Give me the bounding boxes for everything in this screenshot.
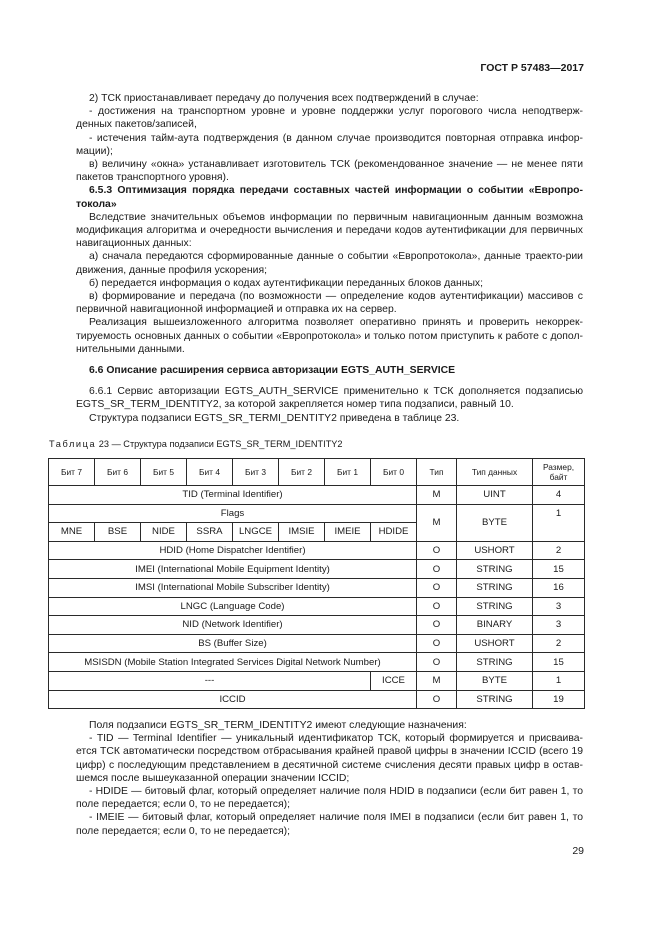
flag-bit-cell: SSRA bbox=[187, 523, 233, 542]
size-cell: 4 bbox=[533, 486, 585, 505]
table-row bbox=[49, 541, 585, 560]
header-cell: Тип данных bbox=[457, 459, 533, 486]
header-cell: Бит 6 bbox=[95, 459, 141, 486]
type-cell: O bbox=[417, 653, 457, 672]
type-cell: O bbox=[417, 560, 457, 579]
flag-bit-cell: IMSIE bbox=[279, 523, 325, 542]
table-row bbox=[49, 560, 585, 579]
paragraph: - достижения на транспортном уровне и уровне поддержки услуг порогового числа неподтверж-денных пакетов/записей, bbox=[76, 106, 583, 131]
reserved-bits-cell: --- bbox=[49, 671, 371, 690]
flag-bit-cell: MNE bbox=[49, 523, 95, 542]
paragraph: Реализация вышеизложенного алгоритма позволяет оперативно принять и проверить некоррек-тируемость основных данных о событии «Европротокола» и только потом приступить к работе с допол-нительными данными. bbox=[76, 317, 583, 355]
table-header-row bbox=[49, 459, 585, 486]
table-caption-text: 23 — Структура подзаписи EGTS_SR_TERM_IDENTITY2 bbox=[98, 439, 343, 449]
field-name-cell: IMEI (International Mobile Equipment Identity) bbox=[49, 560, 417, 579]
field-descriptions bbox=[76, 719, 583, 838]
body-text bbox=[76, 92, 583, 425]
table-row bbox=[49, 671, 585, 690]
size-cell: 15 bbox=[533, 560, 585, 579]
flags-label-cell: Flags bbox=[49, 504, 417, 523]
paragraph: б) передается информация о кодах аутентификации переданных блоков данных; bbox=[89, 277, 483, 289]
table-row bbox=[49, 690, 585, 709]
paragraph: Структура подзаписи EGTS_SR_TERMI_DENTITY2 приведена в таблице 23. bbox=[89, 412, 460, 424]
type-cell: M bbox=[417, 486, 457, 505]
paragraph: 2) ТСК приостанавливает передачу до получения всех подтверждений в случае: bbox=[89, 93, 479, 104]
table-row bbox=[49, 634, 585, 653]
table-row bbox=[49, 616, 585, 635]
table-row bbox=[49, 486, 585, 505]
paragraph: - HDIDE — битовый флаг, который определяет наличие поля HDID в подзаписи (если бит равен 1, то поле передается; если 0, то не передается); bbox=[76, 786, 583, 811]
data-type-cell: BYTE bbox=[457, 504, 533, 541]
data-type-cell: STRING bbox=[457, 653, 533, 672]
section-heading: 6.5.3 Оптимизация порядка передачи составных частей информации о событии «Европро-токола» bbox=[76, 185, 583, 210]
table-caption-prefix: Таблица bbox=[49, 439, 97, 449]
size-cell: 2 bbox=[533, 541, 585, 560]
paragraph: - TID — Terminal Identifier — уникальный идентификатор ТСК, который формируется и присваива-ется ТСК автоматически посредством отбрасывания крайней правой цифры в значении ICCID (всего 19 цифр) с последующим представлением в десятичной системе счисления десяти правых цифр в остав-шемся после вышеуказанной операции значении ICCID; bbox=[76, 733, 583, 784]
paragraph: в) величину «окна» устанавливает изготовитель ТСК (рекомендованное значение — не менее пяти пакетов транспортного уровня). bbox=[76, 159, 583, 184]
size-cell: 19 bbox=[533, 690, 585, 709]
field-name-cell: MSISDN (Mobile Station Integrated Services Digital Network Number) bbox=[49, 653, 417, 672]
size-cell: 2 bbox=[533, 634, 585, 653]
data-type-cell: STRING bbox=[457, 578, 533, 597]
field-name-cell: BS (Buffer Size) bbox=[49, 634, 417, 653]
paragraph: Вследствие значительных объемов информации по первичным навигационным данным возможна модификация алгоритма и очередности вычисления и передачи кодов аутентификации для первичных навигационных данных: bbox=[76, 211, 583, 250]
header-cell: Бит 3 bbox=[233, 459, 279, 486]
size-cell: 1 bbox=[533, 504, 585, 541]
table-caption bbox=[49, 438, 343, 451]
type-cell: O bbox=[417, 597, 457, 616]
document-id-header: ГОСТ Р 57483—2017 bbox=[480, 62, 584, 74]
type-cell: O bbox=[417, 634, 457, 653]
header-cell: Тип bbox=[417, 459, 457, 486]
type-cell: M bbox=[417, 671, 457, 690]
data-type-cell: STRING bbox=[457, 690, 533, 709]
size-cell: 15 bbox=[533, 653, 585, 672]
type-cell: O bbox=[417, 616, 457, 635]
size-cell: 3 bbox=[533, 597, 585, 616]
data-type-cell: UINT bbox=[457, 486, 533, 505]
type-cell: O bbox=[417, 541, 457, 560]
data-type-cell: USHORT bbox=[457, 634, 533, 653]
data-type-cell: STRING bbox=[457, 560, 533, 579]
page-number: 29 bbox=[572, 845, 584, 857]
data-type-cell: BINARY bbox=[457, 616, 533, 635]
flag-bit-cell: ICCE bbox=[371, 671, 417, 690]
paragraph: 6.6.1 Сервис авторизации EGTS_AUTH_SERVICE применительно к ТСК дополняется подзаписью EGTS_SR_TERM_IDENTITY2, за которой закрепляется номер типа подзаписи, равный 10. bbox=[76, 386, 583, 411]
flag-bit-cell: BSE bbox=[95, 523, 141, 542]
flag-bit-cell: NIDE bbox=[141, 523, 187, 542]
section-heading: 6.6 Описание расширения сервиса авторизации EGTS_AUTH_SERVICE bbox=[89, 365, 456, 377]
field-name-cell: LNGC (Language Code) bbox=[49, 597, 417, 616]
table-row bbox=[49, 578, 585, 597]
type-cell: O bbox=[417, 578, 457, 597]
type-cell: M bbox=[417, 504, 457, 541]
field-name-cell: TID (Terminal Identifier) bbox=[49, 486, 417, 505]
data-type-cell: STRING bbox=[457, 597, 533, 616]
structure-table bbox=[48, 458, 585, 709]
header-cell: Размер, байт bbox=[533, 459, 585, 486]
field-name-cell: ICCID bbox=[49, 690, 417, 709]
paragraph: - истечения тайм-аута подтверждения (в данном случае производится повторная отправка инфор-мации); bbox=[76, 132, 583, 157]
header-cell: Бит 7 bbox=[49, 459, 95, 486]
type-cell: O bbox=[417, 690, 457, 709]
paragraph: - IMEIE — битовый флаг, который определяет наличие поля IMEI в подзаписи (если бит равен 1, то поле передается; если 0, то не передается); bbox=[76, 812, 583, 837]
data-type-cell: BYTE bbox=[457, 671, 533, 690]
header-cell: Бит 1 bbox=[325, 459, 371, 486]
paragraph: а) сначала передаются сформированные данные о событии «Европротокола», данные траекто-рии движения, данные профиля ускорения; bbox=[76, 251, 583, 276]
size-cell: 1 bbox=[533, 671, 585, 690]
table-row bbox=[49, 504, 585, 523]
size-cell: 3 bbox=[533, 616, 585, 635]
table-row bbox=[49, 653, 585, 672]
field-name-cell: IMSI (International Mobile Subscriber Identity) bbox=[49, 578, 417, 597]
field-name-cell: NID (Network Identifier) bbox=[49, 616, 417, 635]
data-type-cell: USHORT bbox=[457, 541, 533, 560]
field-name-cell: HDID (Home Dispatcher Identifier) bbox=[49, 541, 417, 560]
flag-bit-cell: IMEIE bbox=[325, 523, 371, 542]
size-cell: 16 bbox=[533, 578, 585, 597]
table-row bbox=[49, 597, 585, 616]
paragraph: в) формирование и передача (по возможности — определение кодов аутентификации) массивов с первичной навигационной информацией и отправка их на сервер. bbox=[76, 291, 583, 316]
flag-bit-cell: HDIDE bbox=[371, 523, 417, 542]
header-cell: Бит 0 bbox=[371, 459, 417, 486]
header-cell: Бит 5 bbox=[141, 459, 187, 486]
header-cell: Бит 4 bbox=[187, 459, 233, 486]
flag-bit-cell: LNGCE bbox=[233, 523, 279, 542]
header-cell: Бит 2 bbox=[279, 459, 325, 486]
paragraph: Поля подзаписи EGTS_SR_TERM_IDENTITY2 имеют следующие назначения: bbox=[89, 720, 467, 731]
